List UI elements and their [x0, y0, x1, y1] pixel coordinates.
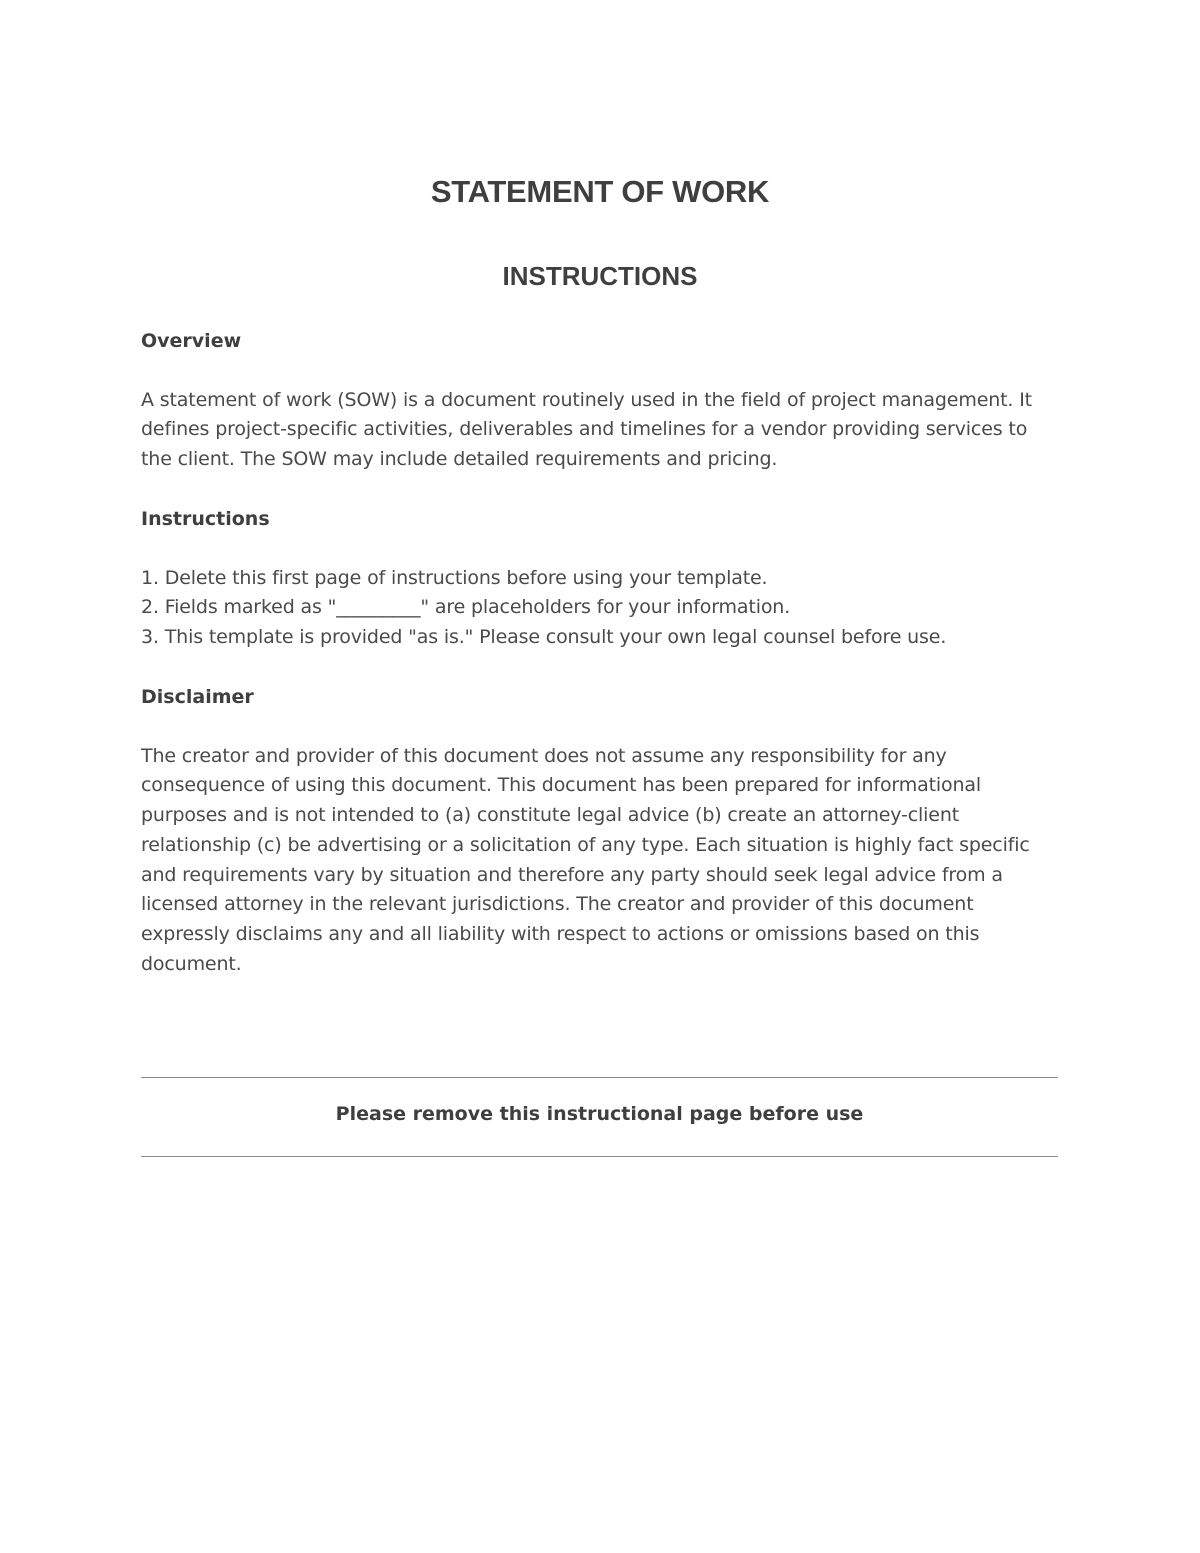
remove-page-note: Please remove this instructional page before use	[335, 1103, 864, 1125]
spacer	[141, 475, 1061, 505]
disclaimer-paragraph: The creator and provider of this document does not assume any responsibility for any consequence of using this document. This document has been prepared for informational purposes and is not intended to (a) constitute legal advice (b) create an attorney-client relationship (c) be advertising or a solicitation of any type. Each situation is highly fact specific and requirements vary by situation and therefore any party should seek legal advice from a licensed attorney in the relevant jurisdictions. The creator and provider of this document expressly disclaims any and all liability with respect to actions or omissions based on this document.	[141, 744, 1030, 975]
disclaimer-heading: Disclaimer	[141, 686, 254, 709]
instructions-content	[141, 326, 1061, 979]
instructions-heading: Instructions	[141, 508, 270, 531]
overview-heading: Overview	[141, 330, 242, 352]
divider-top	[141, 1077, 1058, 1078]
overview-paragraph: A statement of work (SOW) is a document routinely used in the field of project management. It defines project-specific activities, deliverables and timelines for a vendor providing services to the client. The SOW may include detailed requirements and pricing.	[141, 388, 1032, 470]
page-subtitle: INSTRUCTIONS	[502, 261, 698, 291]
instruction-item-3: 3. This template is provided "as is." Please consult your own legal counsel before use.	[141, 626, 947, 649]
spacer	[141, 653, 1061, 683]
page-title: STATEMENT OF WORK	[430, 174, 770, 209]
spacer	[141, 534, 1061, 564]
instruction-item-2: 2. Fields marked as "_________" are placeholders for your information.	[141, 596, 791, 619]
instruction-item-1: 1. Delete this first page of instructions before using your template.	[141, 566, 768, 589]
divider-bottom	[141, 1156, 1058, 1157]
spacer	[141, 356, 1061, 386]
spacer	[141, 712, 1061, 742]
